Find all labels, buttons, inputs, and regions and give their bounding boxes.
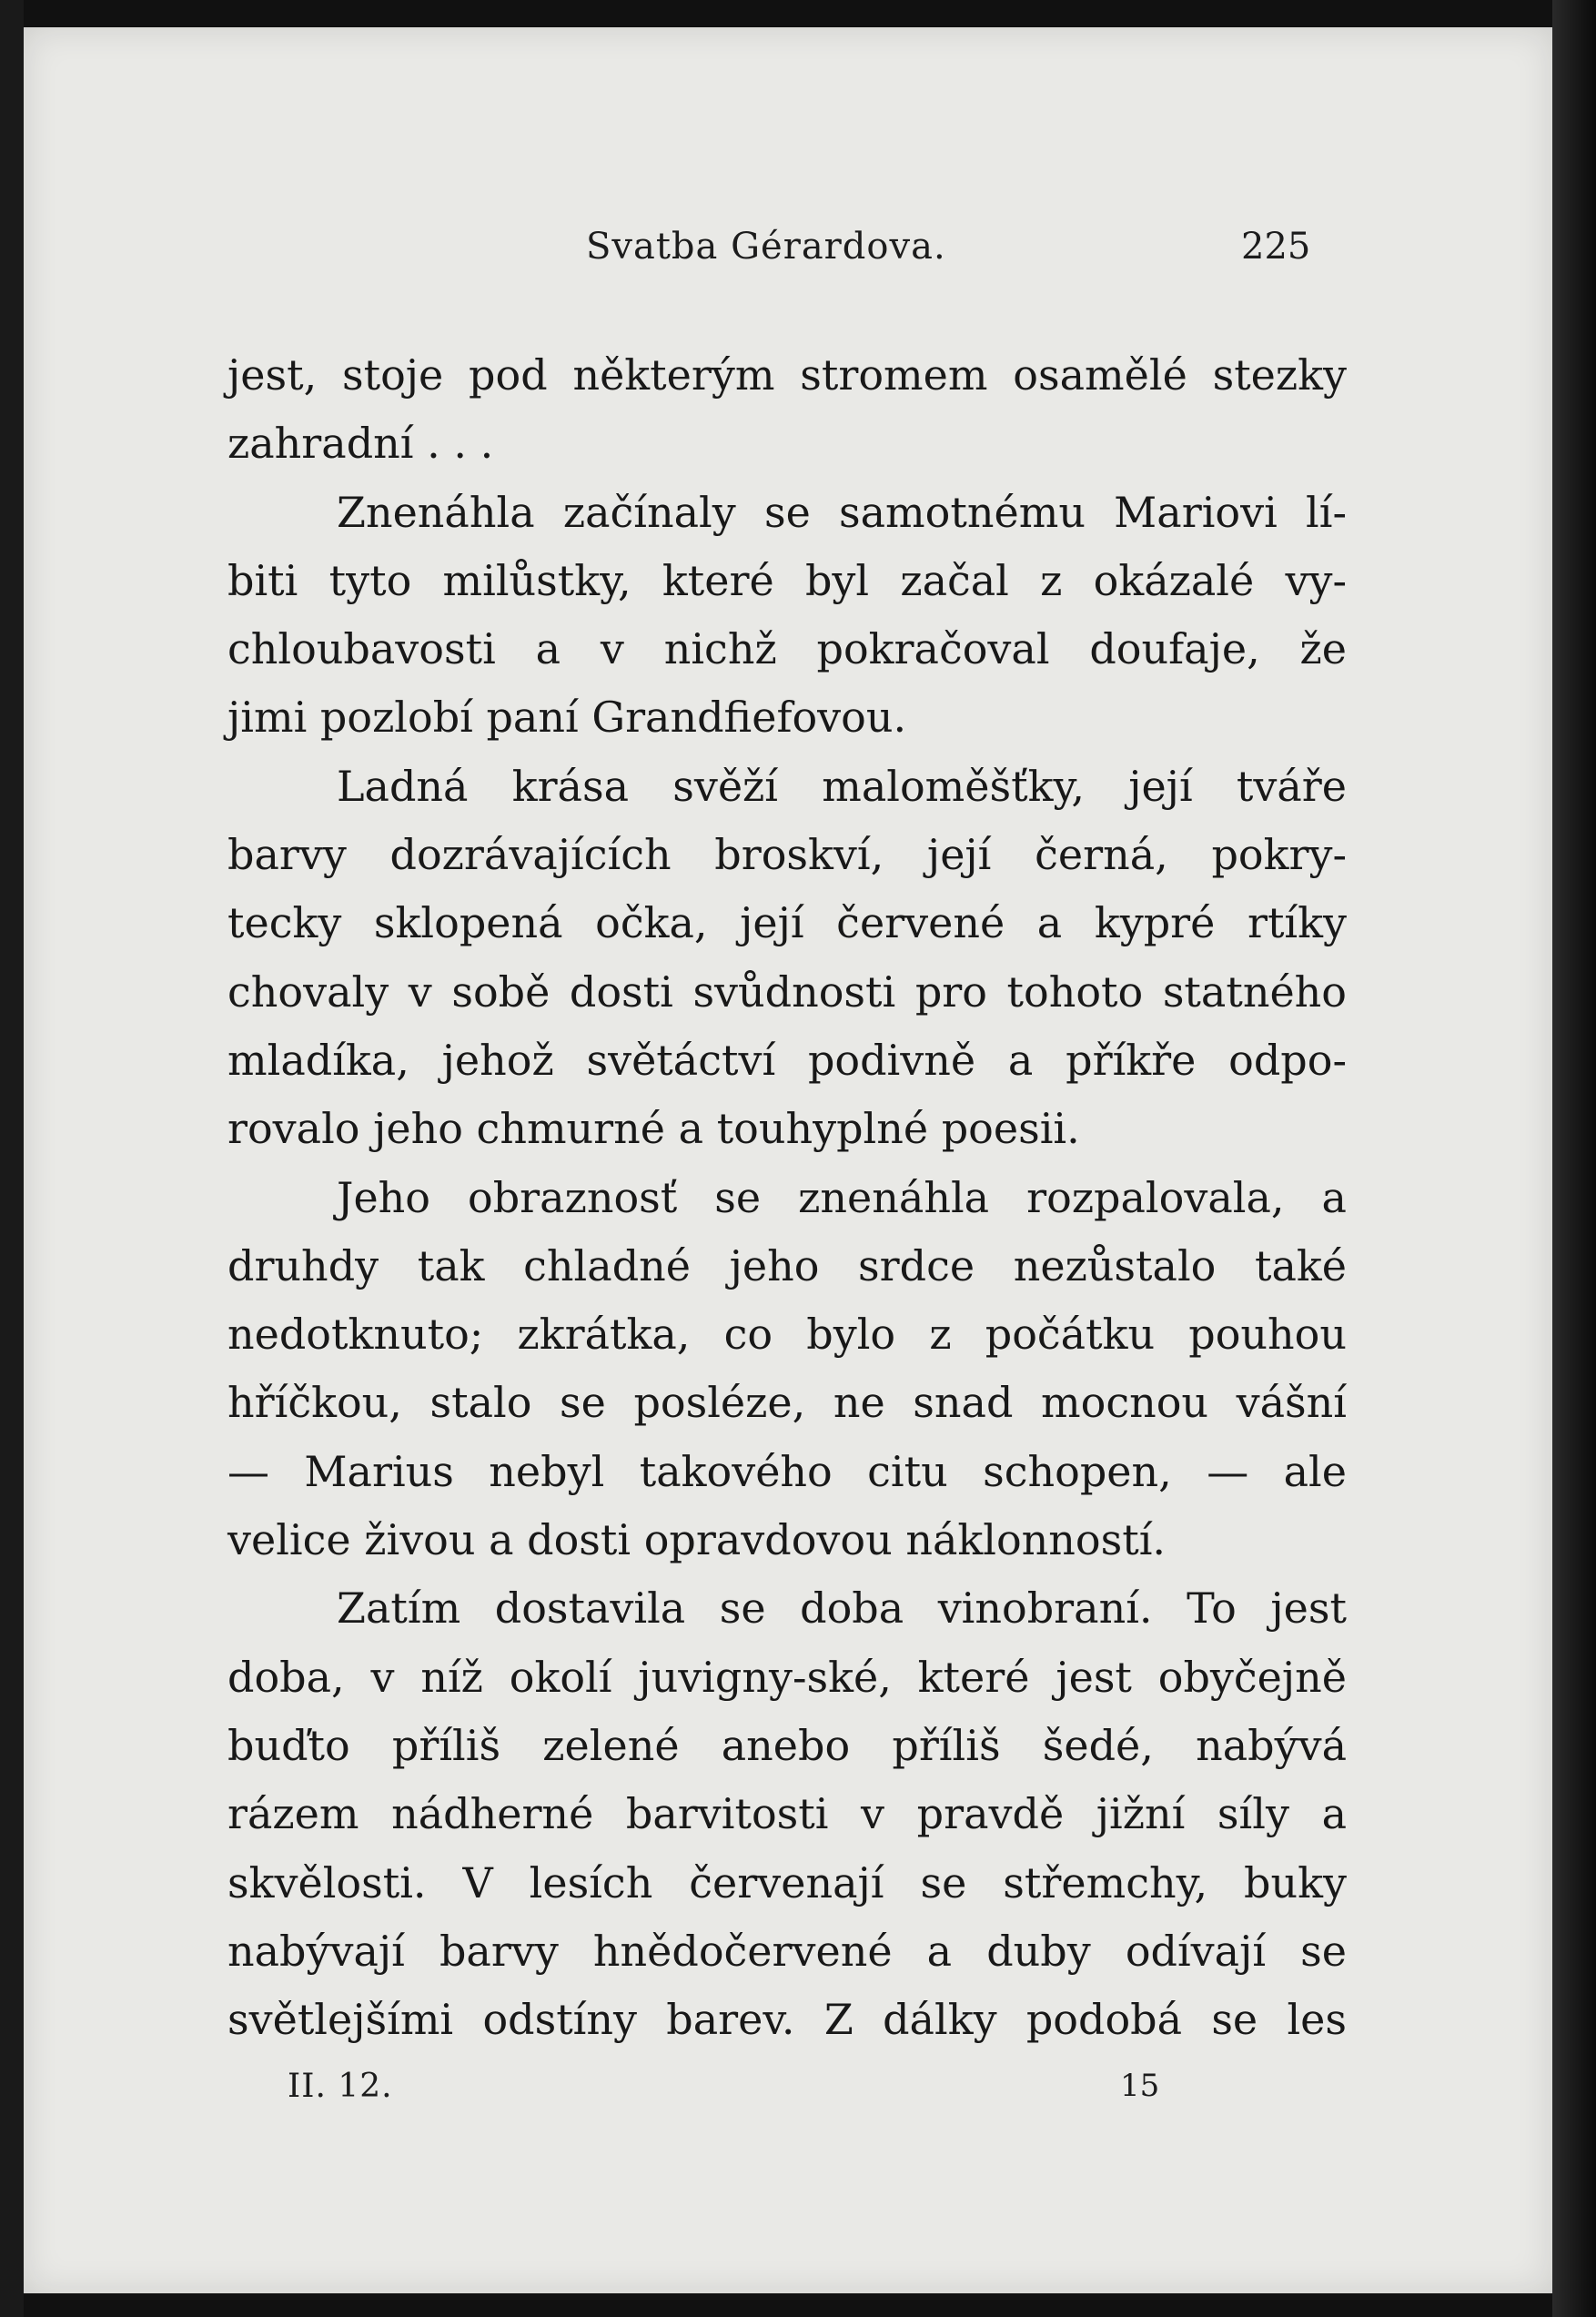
text-line: jimi pozlobí paní Grandfiefovou. <box>227 693 907 743</box>
text-line: hříčkou, stalo se posléze, ne snad mocnou vášní <box>227 1378 1347 1428</box>
text-line: skvělosti. V lesích červenají se střemchy, buky <box>227 1857 1347 1907</box>
sheet-number: 15 <box>1120 2068 1160 2104</box>
text-line: mladíka, jehož světáctví podivně a příkře odpo- <box>227 1035 1347 1085</box>
text-line: jest, stoje pod některým stromem osamělé stezky <box>227 350 1347 400</box>
running-title: Svatba Gérardova. <box>586 226 946 268</box>
scan-left-edge <box>0 0 24 2317</box>
text-line: velice živou a dosti opravdovou náklonností. <box>227 1515 1167 1565</box>
text-line: druhdy tak chladné jeho srdce nezůstalo také <box>227 1240 1347 1290</box>
text-line: Znenáhla začínaly se samotnému Mariovi lí- <box>337 487 1347 537</box>
text-line: doba, v níž okolí juvigny-ské, které jest obyčejně <box>227 1652 1347 1702</box>
printer-signature: II. 12. <box>288 2068 393 2105</box>
text-line: Jeho obraznosť se znenáhla rozpalovala, a <box>337 1172 1347 1222</box>
scan-right-edge <box>1552 0 1596 2317</box>
text-line: zahradní . . . <box>227 419 494 469</box>
text-line: Zatím dostavila se doba vinobraní. To jest <box>337 1583 1347 1634</box>
book-page <box>24 27 1552 2293</box>
text-line: nedotknuto; zkrátka, co bylo z počátku pouhou <box>227 1310 1347 1360</box>
text-line: biti tyto milůstky, které byl začal z okázalé vy- <box>227 555 1347 605</box>
page-number: 225 <box>1241 226 1311 268</box>
text-line: nabývají barvy hnědočervené a duby odívají se <box>227 1926 1347 1976</box>
text-line: světlejšími odstíny barev. Z dálky podobá se les <box>227 1995 1347 2045</box>
text-line: — Marius nebyl takového citu schopen, — ale <box>227 1446 1347 1496</box>
text-line: barvy dozrávajících broskví, její černá, pokry- <box>227 830 1347 880</box>
page-footer <box>24 2068 1552 2113</box>
text-line: buďto příliš zelené anebo příliš šedé, nabývá <box>227 1720 1347 1770</box>
text-line: Ladná krása svěží maloměšťky, její tváře <box>337 761 1347 811</box>
text-line: tecky sklopená očka, její červené a kypré rtíky <box>227 898 1347 948</box>
text-line: rázem nádherné barvitosti v pravdě jižní síly a <box>227 1789 1347 1839</box>
text-line: rovalo jeho chmurné a touhyplné poesii. <box>227 1104 1080 1154</box>
page-header <box>24 226 1552 280</box>
text-line: chloubavosti a v nichž pokračoval doufaje, že <box>227 624 1347 674</box>
text-line: chovaly v sobě dosti svůdnosti pro tohoto statného <box>227 966 1347 1017</box>
body-text <box>227 341 1347 2054</box>
